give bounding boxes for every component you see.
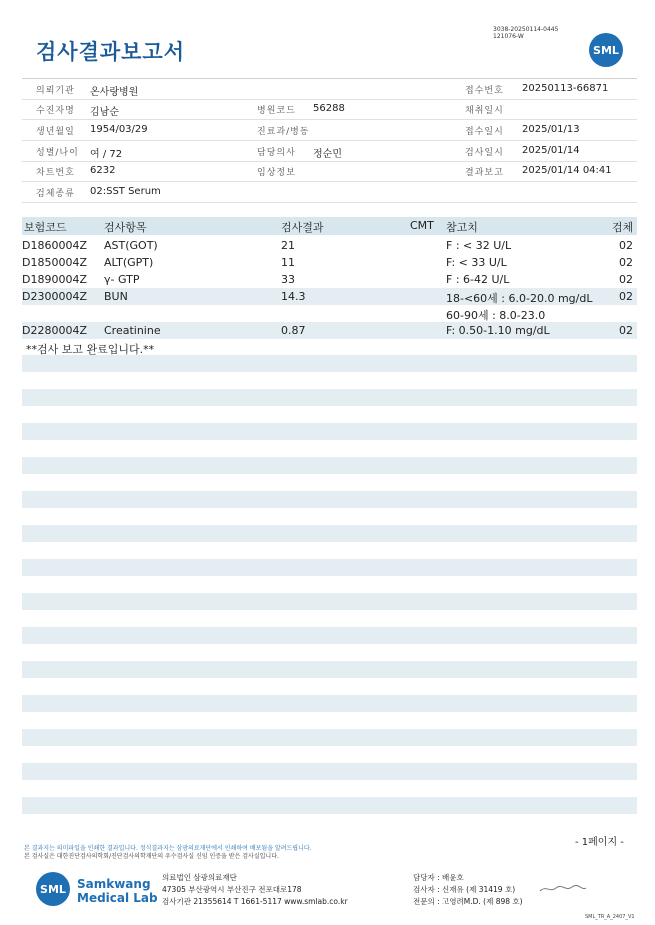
row-band <box>22 525 637 542</box>
row-item: BUN <box>104 290 128 303</box>
row-band <box>22 763 637 780</box>
row-specimen: 02 <box>619 273 633 286</box>
specimen-value: 02:SST Serum <box>90 186 161 197</box>
receipt-date-value: 2025/01/13 <box>522 124 580 135</box>
row-item: AST(GOT) <box>104 239 158 252</box>
row-band <box>22 457 637 474</box>
chart-no-label: 차트번호 <box>36 168 75 178</box>
footer-contact: 검사기관 21355614 T 1661-5117 www.smlab.co.kr <box>162 897 348 906</box>
row-specimen: 02 <box>619 256 633 269</box>
row-ref: 18-<60세 : 6.0-20.0 mg/dL <box>446 292 593 305</box>
hospital-code-value: 56288 <box>313 103 345 114</box>
sex-age-value: 여 / 72 <box>90 149 123 160</box>
row-band <box>22 593 637 610</box>
row-result: 14.3 <box>281 290 306 303</box>
row-ref: F: < 33 U/L <box>446 256 507 269</box>
table-row <box>22 322 637 339</box>
header-row-4 <box>22 141 637 162</box>
page-title: 검사결과보고서 <box>36 40 186 64</box>
form-code: SML_TR_A_2407_V1 <box>585 914 635 920</box>
footer-accreditation: 본 검사실은 대한진단검사의학회/진단검사의학재단의 우수검사실 신임 인증을 받은 검사실입니다. <box>24 853 279 860</box>
row-specimen: 02 <box>619 239 633 252</box>
signature-image <box>538 884 588 894</box>
collect-date-label: 채취일시 <box>465 106 504 116</box>
footer-address: 47305 부산광역시 부산진구 전포대로178 <box>162 885 302 894</box>
footer-notice: 본 결과지는 의미파일을 인쇄한 결과입니다. 정식결과지는 삼광의료재단에서 인쇄하여 배포됨을 알려드립니다. <box>24 845 312 852</box>
row-code: D2300004Z <box>22 290 87 303</box>
col-code-header: 보험코드 <box>24 221 67 234</box>
table-row <box>22 288 637 305</box>
table-row-continuation <box>22 305 637 322</box>
document-code <box>493 26 558 40</box>
row-result: 11 <box>281 256 295 269</box>
footer-staff1: 담당자 : 배윤호 <box>413 873 464 882</box>
report-date-value: 2025/01/14 04:41 <box>522 165 612 176</box>
row-item: ALT(GPT) <box>104 256 154 269</box>
row-band <box>22 661 637 678</box>
table-row <box>22 271 637 288</box>
birth-label: 생년월일 <box>36 127 75 137</box>
row-ref: F : < 32 U/L <box>446 239 512 252</box>
row-band <box>22 797 637 814</box>
receipt-no-value: 20250113-66871 <box>522 83 609 94</box>
row-ref-continued: 60-90세 : 8.0-23.0 <box>446 309 546 322</box>
document-code-line1: 3038-20250114-0445 <box>493 26 559 33</box>
header-row-5 <box>22 161 637 182</box>
row-code: D1850004Z <box>22 256 87 269</box>
col-ref-header: 참고치 <box>446 221 478 234</box>
row-specimen: 02 <box>619 290 633 303</box>
footer-address-block <box>162 872 348 908</box>
row-result: 33 <box>281 273 295 286</box>
footer-sml-logo: SML <box>36 872 70 906</box>
patient-value: 김남순 <box>90 107 119 118</box>
dept-label: 진료과/병동 <box>257 127 310 137</box>
row-band <box>22 423 637 440</box>
row-code: D1890004Z <box>22 273 87 286</box>
row-item: γ- GTP <box>104 273 140 286</box>
row-band <box>22 627 637 644</box>
row-code: D1860004Z <box>22 239 87 252</box>
row-item: Creatinine <box>104 324 161 337</box>
footer-staff2: 검사자 : 신재유 (제 31419 호) <box>413 885 516 894</box>
header-row-1 <box>22 79 637 100</box>
brand-line2: Medical Lab <box>77 891 158 905</box>
page-number: - 1페이지 - <box>575 837 624 848</box>
sml-logo: SML <box>589 33 623 67</box>
test-date-label: 검사일시 <box>465 148 504 158</box>
receipt-date-label: 접수일시 <box>465 127 504 137</box>
footer-brand <box>77 877 158 905</box>
col-cmt-header: CMT <box>410 219 434 232</box>
row-band <box>22 491 637 508</box>
row-ref: F : 6-42 U/L <box>446 273 510 286</box>
results-table-header <box>22 217 637 235</box>
institution-value: 온사랑병원 <box>90 87 139 98</box>
doctor-value: 정순민 <box>313 149 342 160</box>
row-band <box>22 559 637 576</box>
row-band <box>22 389 637 406</box>
specimen-label: 검체종류 <box>36 189 75 199</box>
row-result: 21 <box>281 239 295 252</box>
col-result-header: 검사결과 <box>281 221 324 234</box>
sex-age-label: 성별/나이 <box>36 148 79 158</box>
hospital-code-label: 병원코드 <box>257 106 296 116</box>
test-date-value: 2025/01/14 <box>522 145 580 156</box>
col-specimen-header: 검체 <box>612 221 634 234</box>
row-code: D2280004Z <box>22 324 87 337</box>
birth-value: 1954/03/29 <box>90 124 148 135</box>
footer-org: 의료법인 삼광의료재단 <box>162 873 237 882</box>
header-row-6 <box>22 182 637 203</box>
row-band <box>22 695 637 712</box>
clinical-label: 임상정보 <box>257 168 296 178</box>
institution-label: 의뢰기관 <box>36 86 75 96</box>
row-ref: F: 0.50-1.10 mg/dL <box>446 324 550 337</box>
document-code-line2: 121076-W <box>493 33 524 40</box>
row-band <box>22 355 637 372</box>
row-result: 0.87 <box>281 324 306 337</box>
receipt-no-label: 접수번호 <box>465 86 504 96</box>
patient-label: 수진자명 <box>36 106 75 116</box>
header-row-2 <box>22 99 637 120</box>
chart-no-value: 6232 <box>90 165 116 176</box>
report-date-label: 결과보고 <box>465 168 504 178</box>
footer-staff3: 전문의 : 고영려M.D. (제 898 호) <box>413 897 523 906</box>
footer-staff-block <box>413 872 523 908</box>
col-item-header: 검사항목 <box>104 221 147 234</box>
doctor-label: 담당의사 <box>257 148 296 158</box>
header-row-3 <box>22 120 637 141</box>
row-specimen: 02 <box>619 324 633 337</box>
table-row <box>22 254 637 271</box>
brand-line1: Samkwang <box>77 877 151 891</box>
row-band <box>22 729 637 746</box>
table-row <box>22 237 637 254</box>
report-complete-note: **검사 보고 완료입니다.** <box>26 343 155 356</box>
